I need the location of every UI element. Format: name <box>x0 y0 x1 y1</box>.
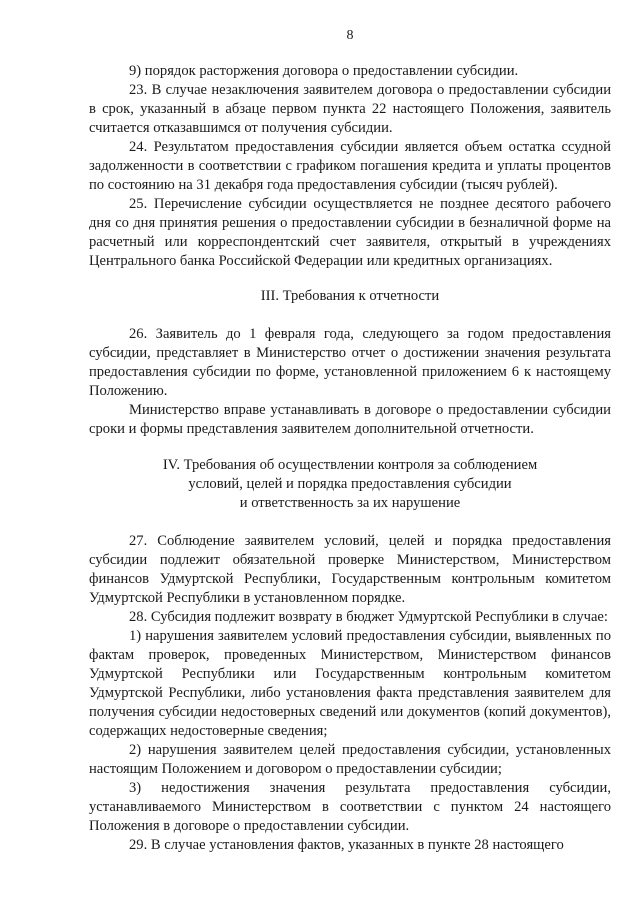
paragraph-29: 29. В случае установления фактов, указанных в пункте 28 настоящего <box>129 837 564 853</box>
paragraph-25: 25. Перечисление субсидии осуществляется не позднее десятого рабочего дня со дня принятия решения о предоставлении субсидии в безналичной форме на расчетный или корреспондентский счет заявителя, открытый в учреждениях Центрального банка Российской Федерации или кредитных организациях. <box>89 196 611 269</box>
paragraph-23: 23. В случае незаключения заявителем договора о предоставлении субсидии в срок, указанный в абзаце первом пункта 22 настоящего Положения, заявитель считается отказавшимся от получения субсидии. <box>89 82 611 136</box>
paragraph-28-item-1: 1) нарушения заявителем условий предоставления субсидии, выявленных по фактам проверок, проведенных Министерством, Министерством финансов Удмуртской Республики или Государственным контрольным комитетом Удмуртской Республики, либо установления факта представления заявителем для получения субсидии недостоверных сведений или документов (копий документов), содержащих недостоверные сведения; <box>89 628 611 739</box>
paragraph-26: 26. Заявитель до 1 февраля года, следующего за годом предоставления субсидии, представляет в Министерство отчет о достижении значения результата предоставления субсидии по форме, установленной приложением 6 к настоящему Положению. <box>89 326 611 399</box>
paragraph-24: 24. Результатом предоставления субсидии является объем остатка ссудной задолженности в соответствии с графиком погашения кредита и уплаты процентов по состоянию на 31 декабря года предоставления субсидии (тысяч рублей). <box>89 139 611 193</box>
paragraph-26-ministry: Министерство вправе устанавливать в договоре о предоставлении субсидии сроки и формы представления заявителем дополнительной отчетности. <box>89 402 611 437</box>
document-body <box>89 62 611 855</box>
paragraph-28: 28. Субсидия подлежит возврату в бюджет Удмуртской Республики в случае: <box>129 609 608 625</box>
paragraph-item-9: 9) порядок расторжения договора о предоставлении субсидии. <box>129 63 519 79</box>
page-number: 8 <box>346 28 354 43</box>
section-heading-3: III. Требования к отчетности <box>260 288 440 304</box>
section-heading-4: IV. Требования об осуществлении контроля за соблюдением условий, целей и порядка предоставления субсидии и ответственность за их нарушение <box>162 457 538 511</box>
paragraph-28-item-3: 3) недостижения значения результата предоставления субсидии, устанавливаемого Министерством в соответствии с пунктом 24 настоящего Положения в договоре о предоставлении субсидии. <box>89 780 611 834</box>
paragraph-28-item-2: 2) нарушения заявителем целей предоставления субсидии, установленных настоящим Положением и договором о предоставлении субсидии; <box>89 742 611 777</box>
paragraph-27: 27. Соблюдение заявителем условий, целей и порядка предоставления субсидии подлежит обязательной проверке Министерством, Министерством финансов Удмуртской Республики, Государственным контрольным комитетом Удмуртской Республики в установленном порядке. <box>89 533 611 606</box>
